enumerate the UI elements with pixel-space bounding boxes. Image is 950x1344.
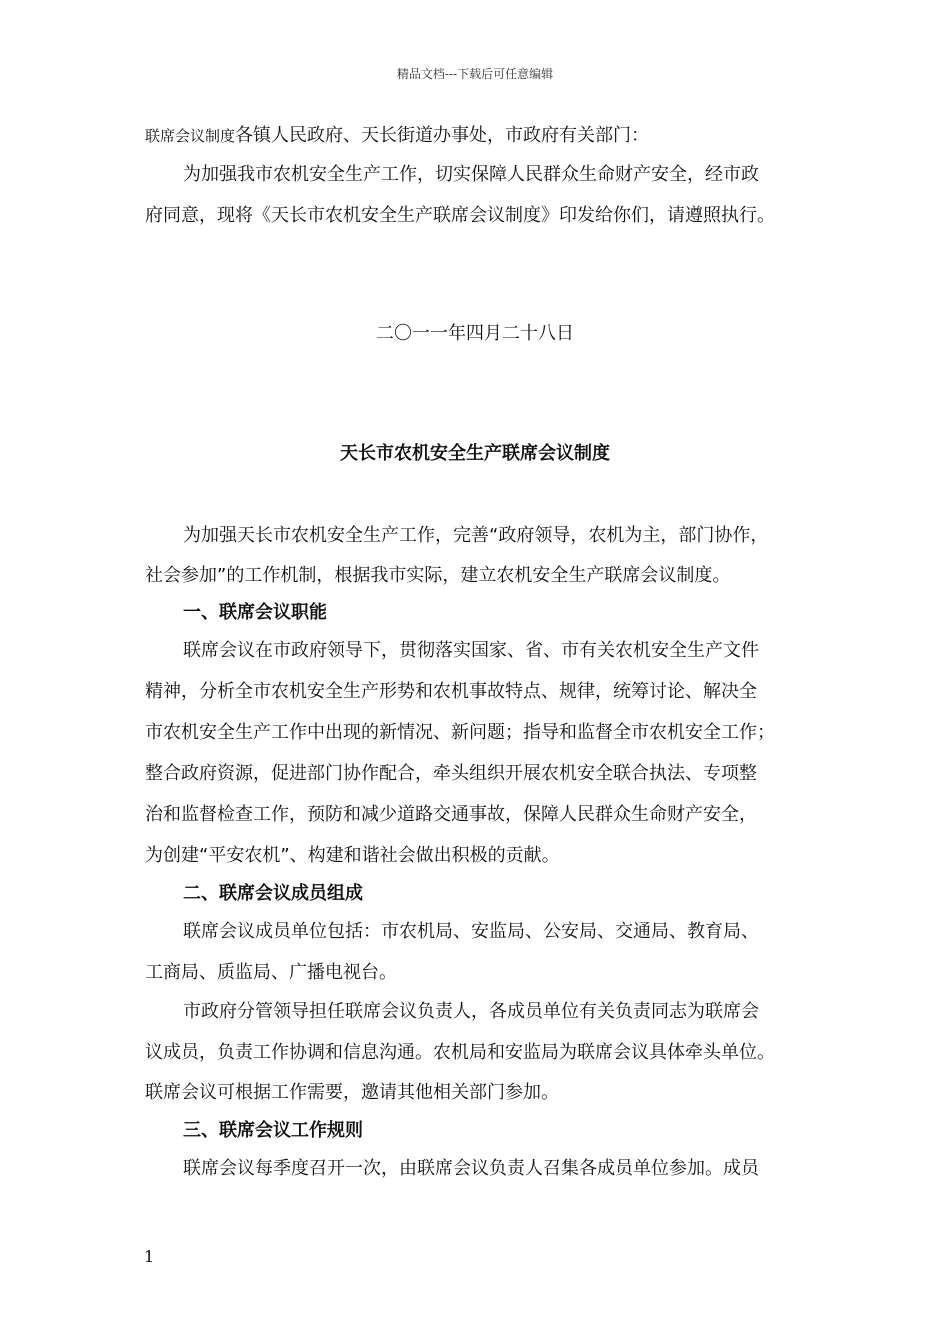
body-line: 联席会议在市政府领导下，贯彻落实国家、省、市有关农机安全生产文件 <box>183 640 759 661</box>
body-line: 整合政府资源，促进部门协作配合，牵头组织开展农机安全联合执法、专项整 <box>145 763 757 784</box>
body-line: 市政府分管领导担任联席会议负责人，各成员单位有关负责同志为联席会 <box>183 1001 759 1022</box>
body-line: 社会参加”的工作机制，根据我市实际，建立农机安全生产联席会议制度。 <box>145 565 731 586</box>
notice-paragraph-line: 府同意，现将《天长市农机安全生产联席会议制度》印发给你们，请遵照执行。 <box>145 205 775 226</box>
page-number: 1 <box>144 1247 155 1266</box>
body-line: 工商局、质监局、广播电视台。 <box>145 962 397 983</box>
body-line: 议成员，负责工作协调和信息沟通。农机局和安监局为联席会议具体牵头单位。 <box>145 1042 775 1063</box>
body-line: 联席会议每季度召开一次，由联席会议负责人召集各成员单位参加。成员 <box>183 1158 759 1179</box>
section-heading: 三、联席会议工作规则 <box>183 1120 363 1141</box>
addressee-lead: 联席会议制度 <box>145 127 236 145</box>
body-line: 联席会议可根据工作需要，邀请其他相关部门参加。 <box>145 1082 559 1103</box>
addressee-text: 各镇人民政府、天长街道办事处，市政府有关部门： <box>235 125 650 146</box>
body-line: 治和监督检查工作，预防和减少道路交通事故，保障人民群众生命财产安全， <box>145 804 757 825</box>
document-title: 天长市农机安全生产联席会议制度 <box>340 443 610 464</box>
body-line: 市农机安全生产工作中出现的新情况、新问题；指导和监督全市农机安全工作； <box>145 722 775 743</box>
body-line: 为加强天长市农机安全生产工作，完善“政府领导，农机为主，部门协作， <box>183 525 769 546</box>
body-line: 为创建“平安农机”、构建和谐社会做出积极的贡献。 <box>145 845 560 866</box>
notice-paragraph-line: 为加强我市农机安全生产工作，切实保障人民群众生命财产安全，经市政 <box>183 164 759 185</box>
section-heading: 二、联席会议成员组成 <box>183 883 363 904</box>
page-header: 精品文档---下载后可任意编辑 <box>396 67 554 81</box>
issue-date: 二〇一一年四月二十八日 <box>376 323 574 344</box>
addressee-line <box>145 124 815 148</box>
body-line: 联席会议成员单位包括：市农机局、安监局、公安局、交通局、教育局、 <box>183 921 759 942</box>
section-heading: 一、联席会议职能 <box>183 602 327 623</box>
body-line: 精神，分析全市农机安全生产形势和农机事故特点、规律，统筹讨论、解决全 <box>145 681 757 702</box>
